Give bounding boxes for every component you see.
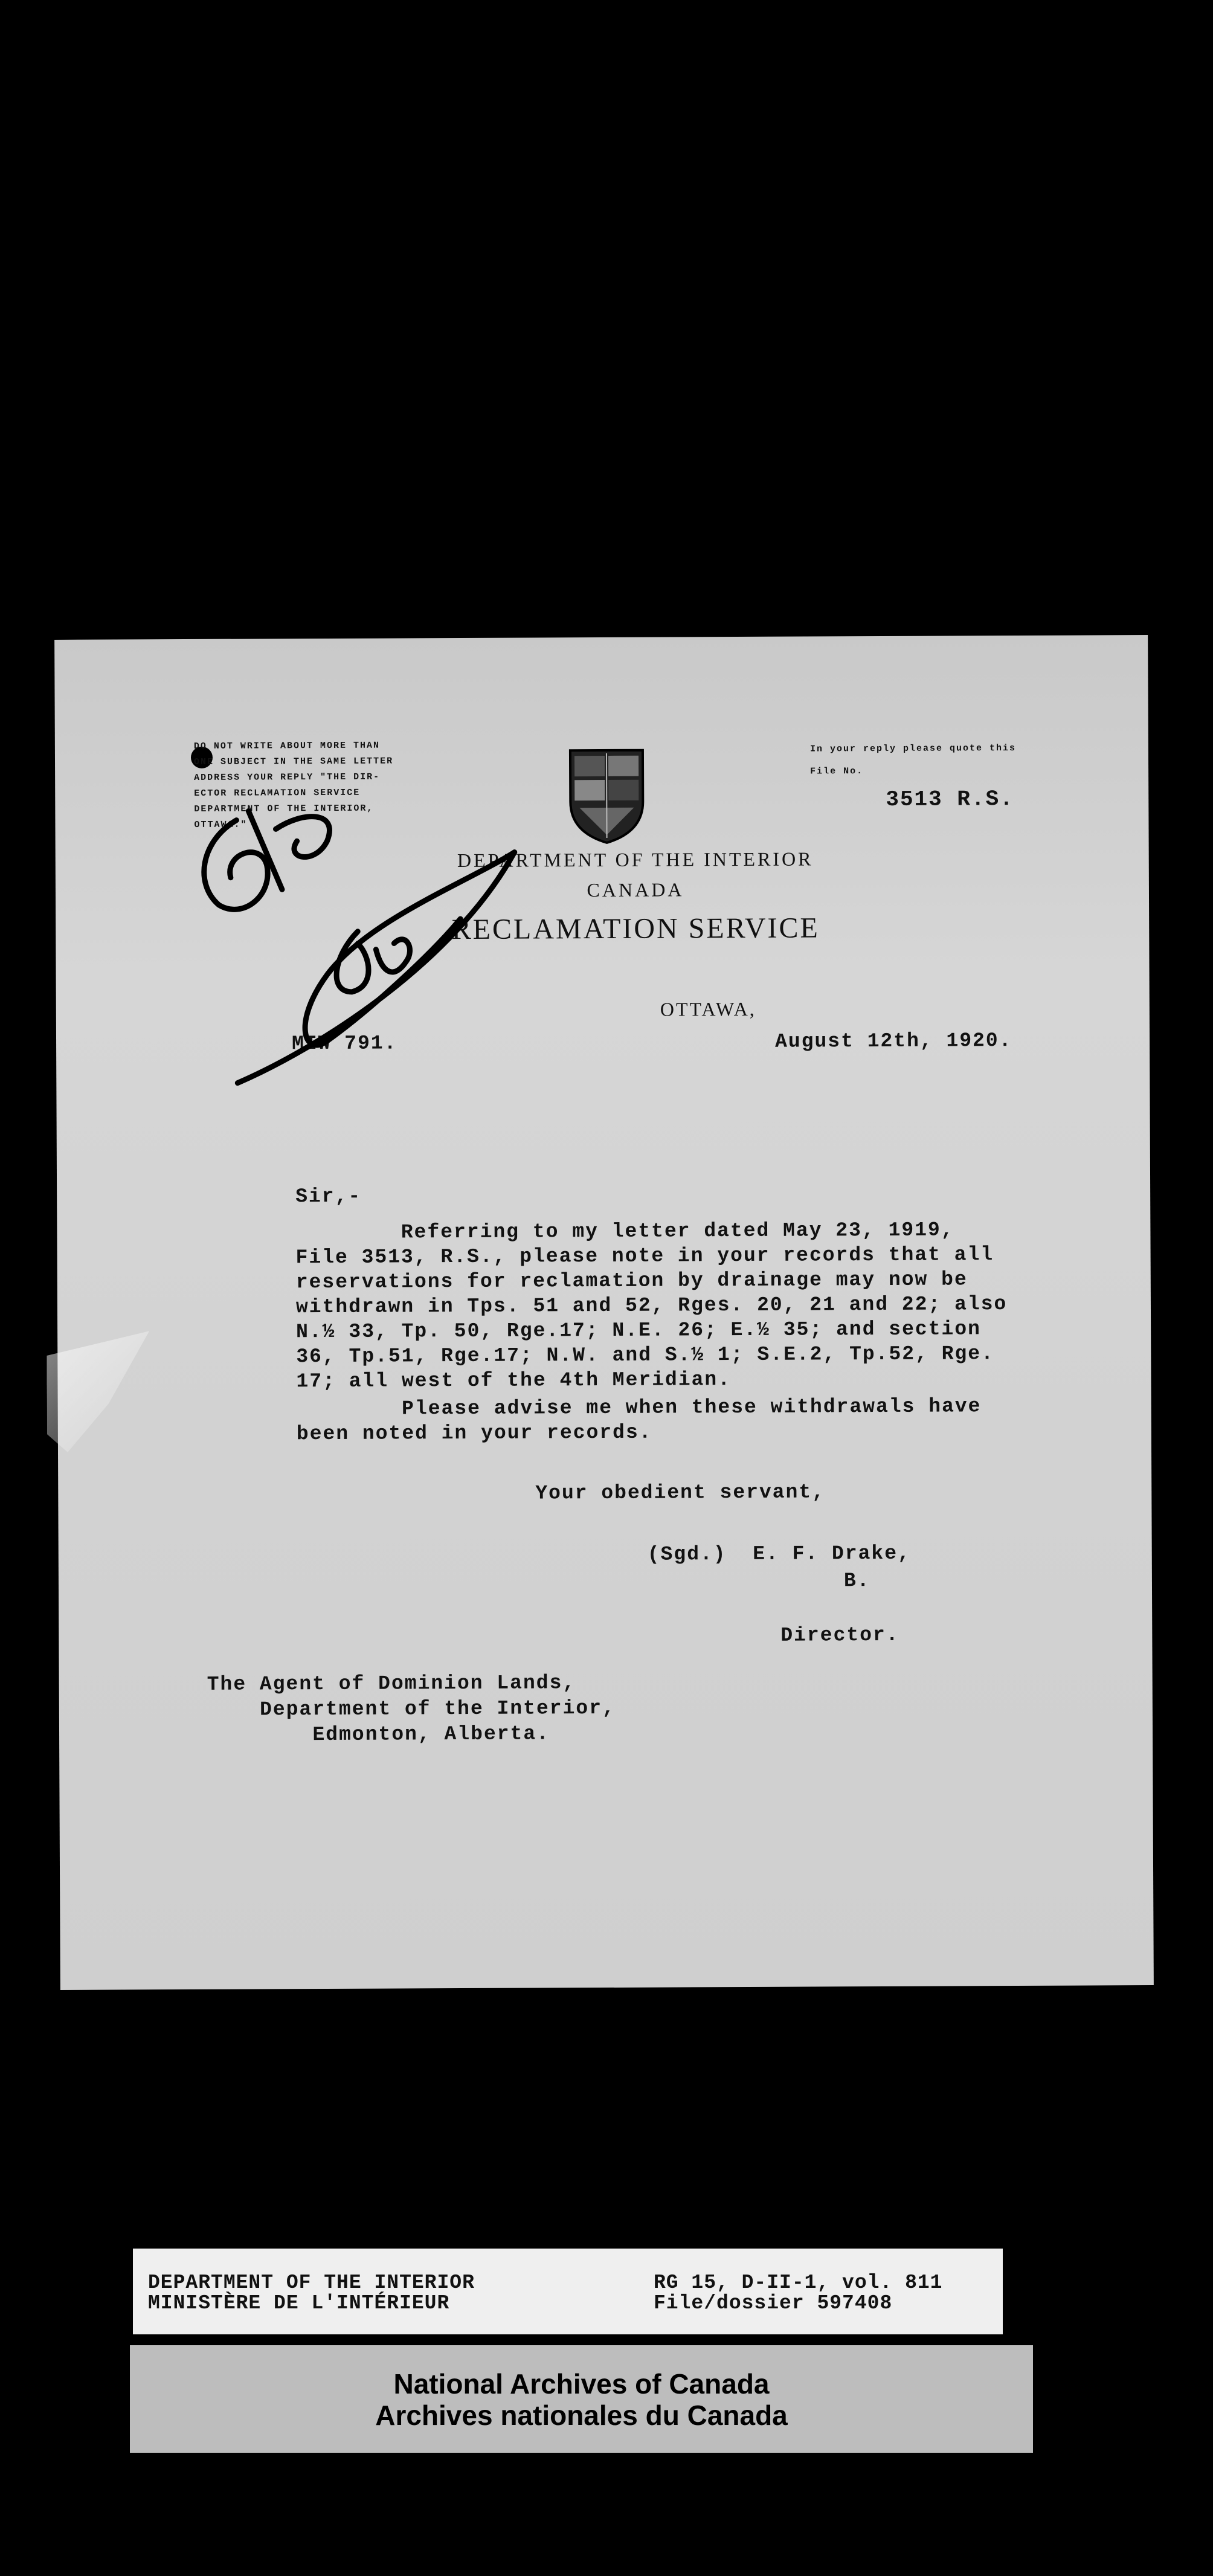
notice-line: ADDRESS YOUR REPLY "THE DIR- [194, 771, 381, 783]
reply-notice-text: In your reply please quote this [809, 743, 1017, 755]
letter-sheet [54, 635, 1154, 1990]
department-heading: DEPARTMENT OF THE INTERIOR [457, 848, 814, 872]
archive-reference-strip [133, 2249, 1003, 2334]
notice-line: ONE SUBJECT IN THE SAME LETTER [193, 756, 394, 767]
notice-line: OTTAWA." [194, 819, 248, 830]
body-paragraph-1: Referring to my letter dated May 23, 1919, File 3513, R.S., please note in your records that all reservations for reclamation by drainage may now be withdrawn in Tps. 51 and 52, Rges. 20, 21 and 22; also N.½ 33, Tp. 50, Rge.17; N.E. 26; E.½ 35; and section 36, Tp.51, Rge.17; N.W. and S.½ 1; S.E.2, Tp.52, Rge. 17; all west of the 4th Meridian. [295, 1219, 1008, 1393]
signature-initial: B. [843, 1570, 870, 1592]
file-no-label: File No. [810, 766, 864, 777]
archive-reference [654, 2273, 942, 2314]
archive-department [148, 2273, 475, 2314]
record-group: RG 15, D-II-1, vol. 811 [654, 2272, 943, 2294]
archives-name-english: National Archives of Canada [393, 2368, 770, 2400]
department-french: MINISTÈRE DE L'INTÉRIEUR [148, 2292, 450, 2314]
file-dossier: File/dossier 597408 [654, 2292, 893, 2314]
archives-name-french: Archives nationales du Canada [375, 2400, 788, 2431]
notice-line: ECTOR RECLAMATION SERVICE [194, 787, 361, 799]
service-heading: RECLAMATION SERVICE [451, 912, 820, 946]
coat-of-arms-icon [567, 747, 646, 845]
notice-line: DO NOT WRITE ABOUT MORE THAN [193, 740, 380, 752]
signatory-title: Director. [780, 1623, 899, 1647]
internal-reference: MIW 791. [291, 1032, 397, 1055]
department-english: DEPARTMENT OF THE INTERIOR [148, 2272, 475, 2294]
notice-line: DEPARTMENT OF THE INTERIOR, [194, 803, 374, 814]
signature: (Sgd.) E. F. Drake, [647, 1542, 911, 1566]
reply-notice [810, 743, 1016, 776]
salutation: Sir,- [295, 1185, 362, 1208]
recipient-address: The Agent of Dominion Lands, Department of the Interior, Edmonton, Alberta. [207, 1672, 616, 1747]
file-number: 3513 R.S. [886, 787, 1014, 812]
place-heading: OTTAWA, [660, 997, 756, 1020]
archives-band [130, 2345, 1033, 2453]
country-heading: CANADA [587, 878, 684, 901]
letter-date: August 12th, 1920. [774, 1029, 1012, 1053]
body-paragraph-2: Please advise me when these withdrawals have been noted in your records. [296, 1395, 982, 1446]
torn-corner [47, 1331, 150, 1452]
handwritten-annotation [176, 773, 564, 1113]
closing: Your obedient servant, [535, 1481, 826, 1505]
